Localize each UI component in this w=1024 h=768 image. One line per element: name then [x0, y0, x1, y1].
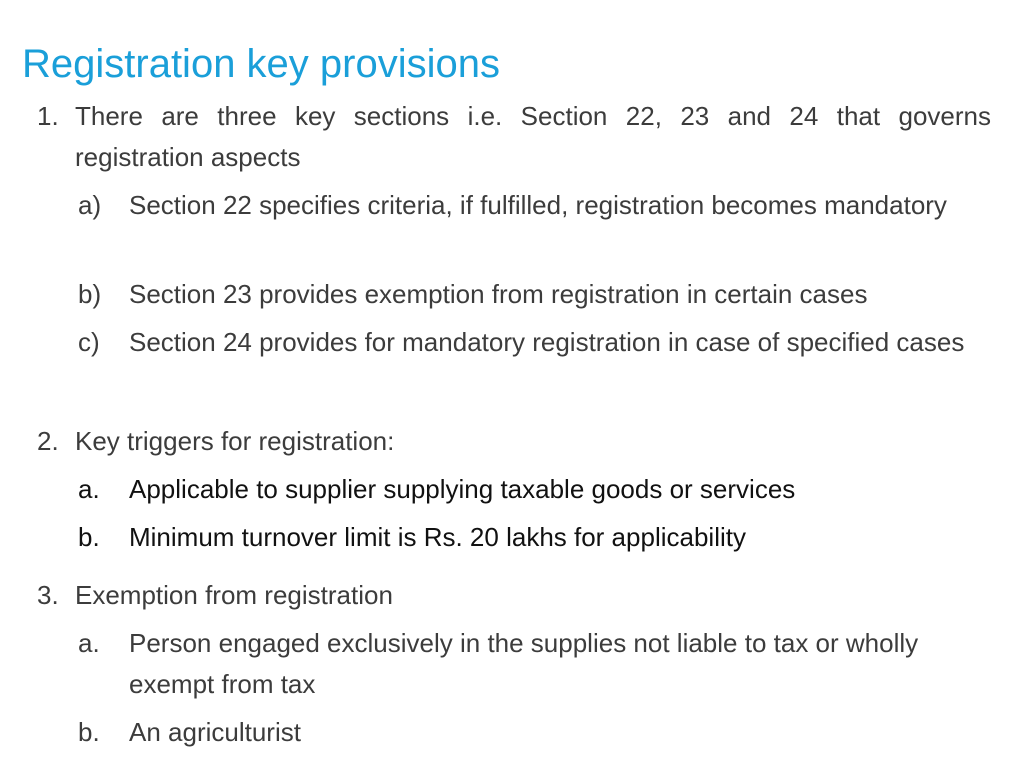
sub-item-text: Applicable to supplier supplying taxable goods or services — [129, 474, 796, 504]
sub-item-marker: b) — [78, 279, 102, 309]
sub-item-marker: a) — [78, 190, 102, 220]
list-item-text: There are three key sections i.e. Section 22, 23 and 24 that governs registration aspects — [75, 101, 991, 172]
sub-item-1b — [78, 274, 991, 315]
sub-item-marker: a. — [78, 474, 100, 504]
sub-item-marker: b. — [78, 717, 100, 747]
list-item-2 — [37, 421, 991, 462]
sub-item-text: An agriculturist — [129, 717, 301, 747]
sub-item-text: Person engaged exclusively in the supplies not liable to tax or wholly exempt from tax — [129, 628, 919, 699]
slide-title: Registration key provisions — [22, 42, 500, 86]
sub-item-marker: c) — [78, 327, 100, 357]
list-item-text: Exemption from registration — [75, 580, 393, 610]
sub-item-text: Section 22 specifies criteria, if fulfilled, registration becomes mandatory — [129, 190, 947, 220]
sub-item-1c — [78, 322, 991, 363]
sub-item-2a — [78, 469, 991, 510]
sub-item-marker: b. — [78, 522, 100, 552]
sub-item-text: Section 24 provides for mandatory registration in case of specified cases — [129, 327, 965, 357]
list-item-3 — [37, 575, 991, 616]
list-item-1 — [37, 96, 991, 178]
list-item-text: Key triggers for registration: — [75, 426, 395, 456]
list-number: 2. — [37, 426, 59, 456]
sub-item-3a — [78, 623, 991, 705]
sub-item-2b — [78, 517, 991, 558]
sub-item-3b — [78, 712, 991, 753]
sub-item-text: Minimum turnover limit is Rs. 20 lakhs for applicability — [129, 522, 746, 552]
sub-item-text: Section 23 provides exemption from registration in certain cases — [129, 279, 868, 309]
list-number: 1. — [37, 101, 59, 131]
sub-item-marker: a. — [78, 628, 100, 658]
sub-item-1a — [78, 185, 991, 226]
list-number: 3. — [37, 580, 59, 610]
